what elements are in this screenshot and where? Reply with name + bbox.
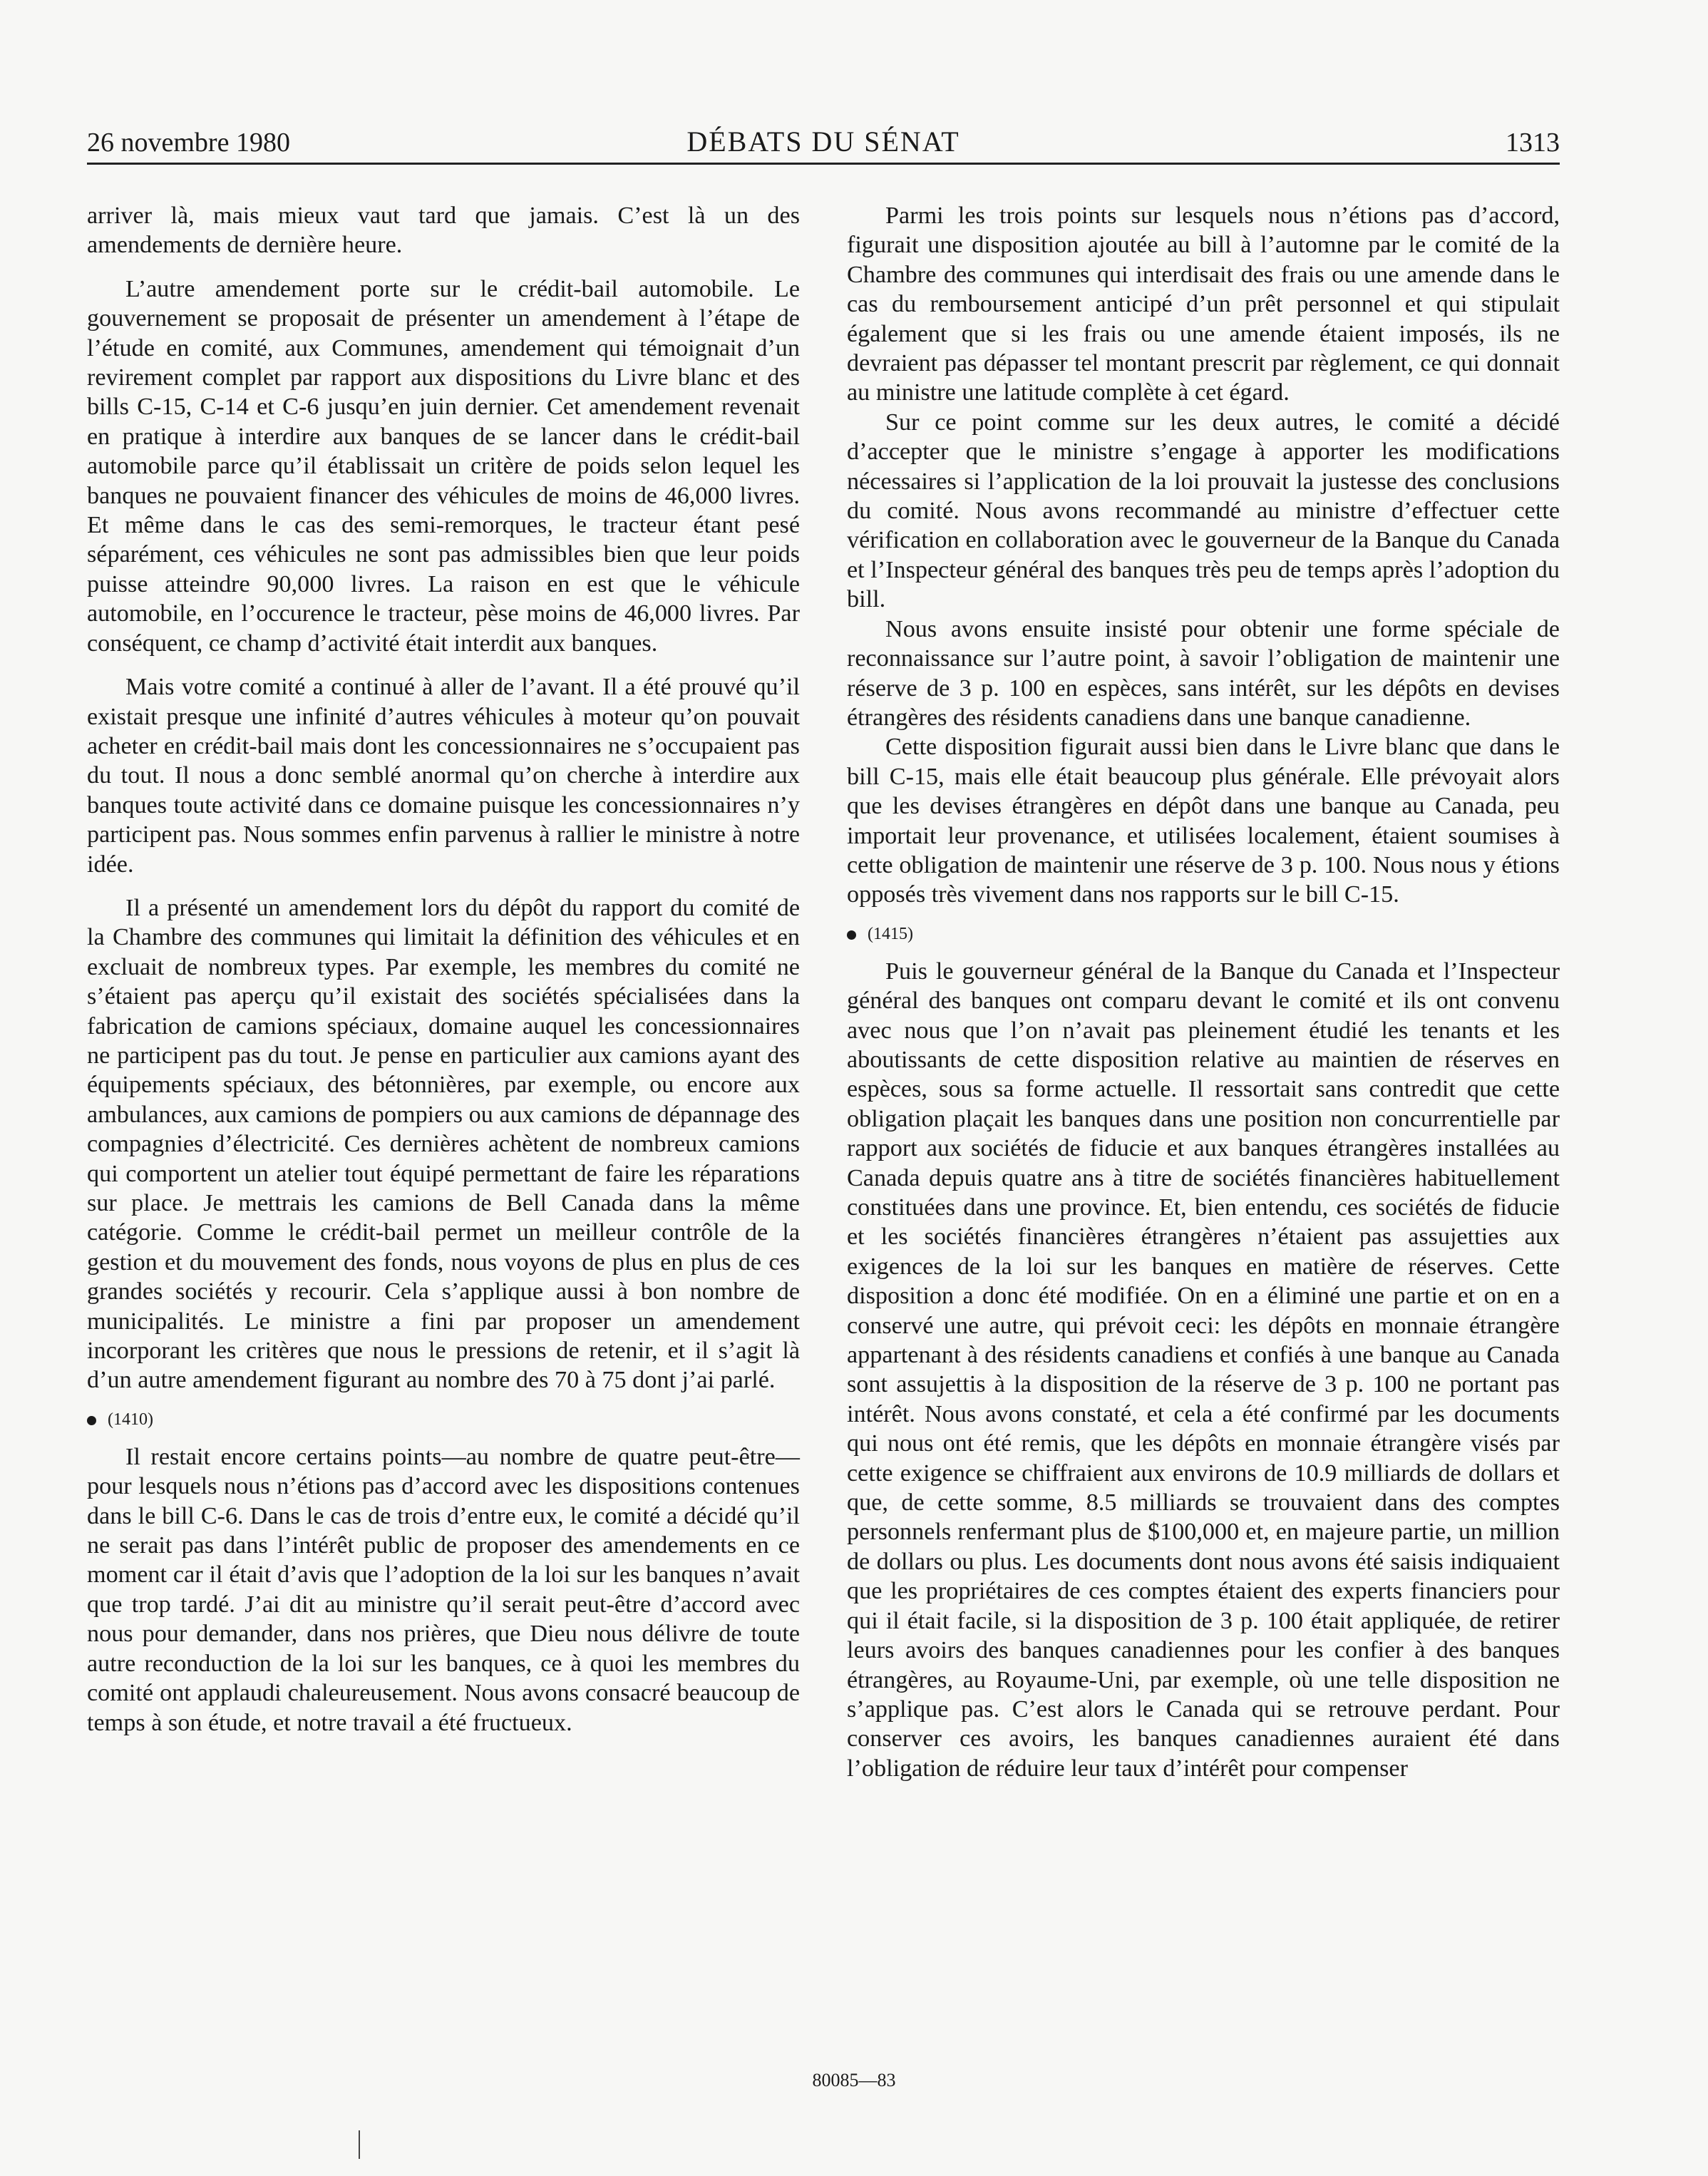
header-date: 26 novembre 1980 <box>87 128 290 158</box>
time-marker-label: (1410) <box>108 1410 153 1429</box>
paragraph: L’autre amendement porte sur le crédit-bail automobile. Le gouvernement se proposait de présenter un amendement à l’étape de l’étude en comité, aux Communes, amendement qui témoignait d’un revirement complet par rapport aux dispositions du Livre blanc et des bills C-15, C-14 et C-6 jusqu’en juin dernier. Cet amendement revenait en pratique à interdire aux banques de se lancer dans le crédit-bail automobile parce qu’il établissait un critère de poids selon lequel les banques ne pouvaient financer des véhicules de moins de 46,000 livres. Et même dans le cas des semi-remorques, le tracteur étant pesé séparément, ces véhicules ne sont pas admissibles bien que leur poids puisse atteindre 90,000 livres. La raison en est que le véhicule automobile, en l’occurence le tracteur, pèse moins de 46,000 livres. Par conséquent, ce champ d’activité était interdit aux banques. <box>87 275 800 657</box>
paragraph: Sur ce point comme sur les deux autres, le comité a décidé d’accepter que le ministre s’engage à apporter les modifications nécessaires si l’application de la loi prouvait la justesse des conclusions du comité. Nous avons recommandé au ministre d’effectuer cette vérification en collaboration avec le gouverneur de la Banque du Canada et l’Inspecteur général des banques très peu de temps après l’adoption du bill. <box>847 409 1560 613</box>
paragraph: arriver là, mais mieux vaut tard que jamais. C’est là un des amendements de dernière heure. <box>87 202 800 259</box>
right-column <box>847 201 1560 1783</box>
paragraph: Il a présenté un amendement lors du dépôt du rapport du comité de la Chambre des communes qui limitait la définition des véhicules et en excluait de nombreux types. Par exemple, les membres du comité ne s’étaient pas aperçu qu’il existait des sociétés spécialisées dans la fabrication de camions spéciaux, domaine auquel les concessionnaires ne participent pas du tout. Je pense en particulier aux camions ayant des équipements spéciaux, des bétonnières, par exemple, ou encore aux ambulances, aux camions de pompiers ou aux camions de dépannage des compagnies d’électricité. Ces dernières achètent de nombreux camions qui comportent un atelier tout équipé permettant de faire les réparations sur place. Je mettrais les camions de Bell Canada dans la même catégorie. Comme le crédit-bail permet un meilleur contrôle de la gestion et du mouvement des fonds, nous voyons de plus en plus de ces grandes sociétés y recourir. Cela s’applique aussi à bon nombre de municipalités. Le ministre a fini par proposer un amendement incorporant les critères que nous le pressions de retenir, et il s’agit là d’un autre amendement figurant au nombre des 70 à 75 dont j’ai parlé. <box>87 894 800 1394</box>
bullet-icon <box>847 930 856 940</box>
bullet-icon <box>87 1416 96 1425</box>
time-marker <box>847 920 1560 948</box>
page-number: 1313 <box>1506 128 1560 158</box>
page-header <box>87 120 1560 165</box>
paragraph: Puis le gouverneur général de la Banque du Canada et l’Inspecteur général des banques ont comparu devant le comité et ils ont convenu avec nous que l’on n’avait pas pleinement étudié les tenants et les aboutissants de cette disposition relative au maintien de réserves en espèces, sous sa forme actuelle. Il ressortait sans contredit que cette obligation plaçait les banques dans une position non concurrentielle par rapport aux sociétés de fiducie et aux banques étrangères installées au Canada depuis quatre ans à titre de sociétés financières habituellement constituées dans une province. Et, bien entendu, ces sociétés de fiducie et les sociétés financières étrangères n’étaient pas assujetties aux exigences de la loi sur les banques en matière de réserves. Cette disposition a donc été modifiée. On en a éliminé une partie et on en a conservé une autre, qui prévoit ceci: les dépôts en monnaie étrangère appartenant à des résidents canadiens et confiés à une banque au Canada sont assujettis à la disposition de la réserve de 3 p. 100 ne portant pas intérêt. Nous avons constaté, et cela a été confirmé par les documents qui nous ont été remis, que les dépôts en monnaie étrangère visés par cette exigence se chiffraient aux environs de 10.9 milliards de dollars et que, de cette somme, 8.5 milliards se trouvaient dans des comptes personnels renfermant plus de $100,000 et, en majeure partie, un million de dollars ou plus. Les documents dont nous avons été saisis indiquaient que les propriétaires de ces comptes étaient des experts financiers pour qui il était facile, si la disposition de 3 p. 100 était appliquée, de retirer leurs avoirs des banques canadiennes pour les confier à des banques étrangères, au Royaume-Uni, par exemple, où une telle disposition ne s’applique pas. C’est alors le Canada qui se retrouve perdant. Pour conserver ces avoirs, les banques canadiennes auraient été dans l’obligation de réduire leur taux d’intérêt pour compenser <box>847 958 1560 1782</box>
paragraph: Nous avons ensuite insisté pour obtenir une forme spéciale de reconnaissance sur l’autre point, à savoir l’obligation de maintenir une réserve de 3 p. 100 en espèces, sans intérêt, sur les dépôts en devises étrangères des résidents canadiens dans une banque canadienne. <box>847 615 1560 731</box>
time-marker <box>87 1405 800 1434</box>
header-title: DÉBATS DU SÉNAT <box>686 125 960 158</box>
paragraph: Parmi les trois points sur lesquels nous n’étions pas d’accord, figurait une disposition ajoutée au bill à l’automne par le comité de la Chambre des communes qui interdisait des frais ou une amende dans le cas du remboursement anticipé d’un prêt personnel et qui stipulait également que si les frais ou une amende étaient imposés, ils ne devraient pas dépasser tel montant prescrit par règlement, ce qui donnait au ministre une latitude complète à cet égard. <box>847 202 1560 406</box>
scan-mark <box>359 2130 360 2159</box>
time-marker-label: (1415) <box>868 924 913 943</box>
paragraph: Mais votre comité a continué à aller de l’avant. Il a été prouvé qu’il existait presque une infinité d’autres véhicules à moteur qu’on pouvait acheter en crédit-bail mais dont les concessionnaires ne s’occupaient pas du tout. Il nous a donc semblé anormal qu’on cherche à interdire aux banques toute activité dans ce domaine puisque les concessionnaires n’y participent pas. Nous sommes enfin parvenus à rallier le ministre à notre idée. <box>87 674 800 878</box>
left-column <box>87 201 800 1738</box>
paragraph: Cette disposition figurait aussi bien dans le Livre blanc que dans le bill C-15, mais elle était beaucoup plus générale. Elle prévoyait alors que les devises étrangères en dépôt dans une banque au Canada, peu importait leur provenance, et utilisées localement, étaient soumises à cette obligation de maintenir une réserve de 3 p. 100. Nous nous y étions opposés très vivement dans nos rapports sur le bill C-15. <box>847 734 1560 908</box>
paragraph: Il restait encore certains points—au nombre de quatre peut-être—pour lesquels nous n’étions pas d’accord avec les dispositions contenues dans le bill C-6. Dans le cas de trois d’entre eux, le comité a décidé qu’il ne serait pas dans l’intérêt public de proposer des amendements en ce moment car il était d’avis que l’adoption de la loi sur les banques n’avait que trop tardé. J’ai dit au ministre qu’il serait peut-être d’accord avec nous pour demander, dans nos prières, que Dieu nous délivre de toute autre reconduction de la loi sur les banques, ce à quoi les membres du comité ont applaudi chaleureusement. Nous avons consacré beaucoup de temps à son étude, et notre travail a été fructueux. <box>87 1443 800 1736</box>
footer-code: 80085—83 <box>812 2070 896 2090</box>
